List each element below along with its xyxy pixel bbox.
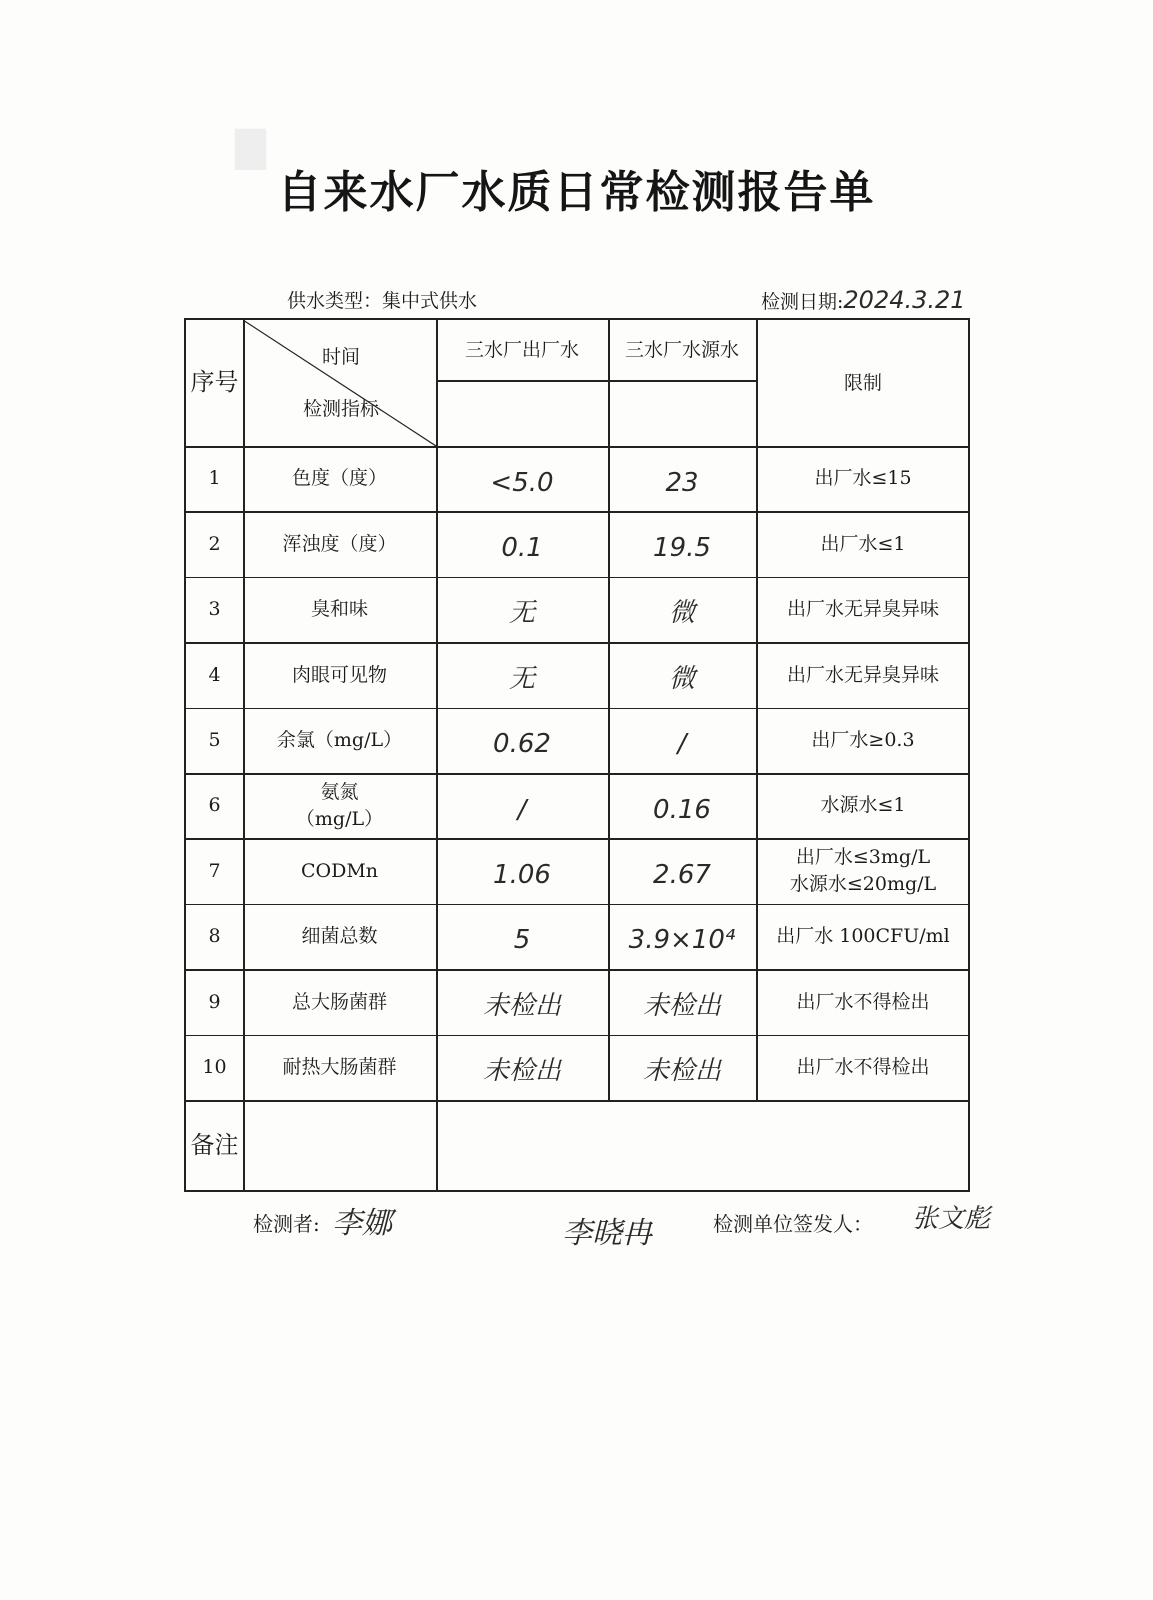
table-cell-seq: 2 xyxy=(208,532,221,555)
table-cell-indicator: 浑浊度（度） xyxy=(282,532,397,555)
table-cell-limit: 出厂水≤15 xyxy=(814,467,912,490)
test-date-label: 检测日期: xyxy=(761,291,844,313)
tester-signature: 李娜 xyxy=(332,1206,392,1241)
bleed-through-ghost: ▇ xyxy=(235,124,266,170)
table-cell-limit: 出厂水不得检出 xyxy=(796,1055,930,1078)
tester-label: 检测者: xyxy=(253,1212,320,1236)
table-cell-seq: 10 xyxy=(202,1055,227,1078)
table-cell-col1: / xyxy=(517,794,527,825)
table-cell-seq: 9 xyxy=(208,990,221,1013)
supply-type: 供水类型：集中式供水 xyxy=(287,290,478,312)
table-cell-col2: 23 xyxy=(665,467,699,498)
table-cell-indicator: 耐热大肠菌群 xyxy=(282,1055,397,1078)
test-date xyxy=(761,286,966,314)
signer-signature: 张文彪 xyxy=(912,1204,991,1234)
table-cell-indicator: CODMn xyxy=(300,859,379,882)
table-cell-col1: 未检出 xyxy=(482,990,561,1021)
table-cell-seq: 6 xyxy=(208,794,221,817)
table-cell-limit: 出厂水不得检出 xyxy=(796,990,930,1013)
table-cell-indicator: 总大肠菌群 xyxy=(291,990,387,1013)
test-date-value: 2024.3.21 xyxy=(843,286,966,314)
table-cell-indicator: 色度（度） xyxy=(291,467,387,490)
report-table xyxy=(184,318,970,1192)
signer-label: 检测单位签发人： xyxy=(713,1212,873,1236)
table-cell-col2: 未检出 xyxy=(642,1056,721,1087)
table-cell-col1: 1.06 xyxy=(493,859,551,890)
table-cell-col2: 0.16 xyxy=(653,794,711,825)
table-cell-indicator: 臭和味 xyxy=(310,598,368,621)
table-cell-seq: 7 xyxy=(208,859,221,882)
table-cell-col1: 0.1 xyxy=(501,532,543,563)
table-cell-seq: 8 xyxy=(208,925,221,948)
table-cell-col2: 19.5 xyxy=(653,532,711,563)
table-cell-limit: 出厂水无异臭异味 xyxy=(786,663,939,686)
table-cell-indicator: 氨氮 （mg/L） xyxy=(295,781,384,830)
table-cell-limit: 出厂水≤1 xyxy=(820,532,906,555)
table-cell-col1: 5 xyxy=(513,925,531,956)
grid-line xyxy=(186,1100,970,1102)
table-cell-indicator: 余氯（mg/L） xyxy=(276,728,403,751)
header-indicator: 检测指标 xyxy=(302,397,379,420)
table-cell-limit: 出厂水 100CFU/ml xyxy=(776,925,950,948)
header-col1: 三水厂出厂水 xyxy=(464,338,579,361)
report-title: 自来水厂水质日常检测报告单 xyxy=(277,167,876,218)
diagonal-header-line xyxy=(243,320,436,446)
header-seq: 序号 xyxy=(190,368,239,397)
header-limit: 限制 xyxy=(843,371,882,394)
table-cell-col2: 3.9×10⁴ xyxy=(628,925,736,956)
grid-line xyxy=(436,380,756,382)
grid-line xyxy=(243,1100,245,1192)
table-cell-col2: / xyxy=(677,729,687,760)
table-cell-seq: 1 xyxy=(208,467,221,490)
table-cell-col1: 未检出 xyxy=(482,1056,561,1087)
table-cell-limit: 水源水≤1 xyxy=(820,794,906,817)
table-cell-col2: 未检出 xyxy=(642,990,721,1021)
remarks-label: 备注 xyxy=(190,1131,239,1160)
second-signature: 李晓冉 xyxy=(562,1216,652,1251)
table-cell-col2: 微 xyxy=(668,663,695,694)
table-cell-indicator: 肉眼可见物 xyxy=(291,663,387,686)
table-cell-indicator: 细菌总数 xyxy=(301,925,378,948)
table-cell-seq: 3 xyxy=(208,598,221,621)
table-cell-seq: 4 xyxy=(208,663,221,686)
table-cell-limit: 出厂水≤3mg/L 水源水≤20mg/L xyxy=(789,846,937,896)
table-cell-seq: 5 xyxy=(208,728,221,751)
table-cell-col1: <5.0 xyxy=(490,467,554,498)
table-cell-col1: 0.62 xyxy=(493,729,551,760)
table-cell-limit: 出厂水≥0.3 xyxy=(811,728,915,751)
table-cell-col1: 无 xyxy=(508,598,535,629)
table-cell-limit: 出厂水无异臭异味 xyxy=(786,598,939,621)
table-cell-col1: 无 xyxy=(508,663,535,694)
table-cell-col2: 2.67 xyxy=(653,859,711,890)
header-time: 时间 xyxy=(321,345,360,368)
header-col2: 三水厂水源水 xyxy=(624,338,739,361)
table-cell-col2: 微 xyxy=(668,598,695,629)
